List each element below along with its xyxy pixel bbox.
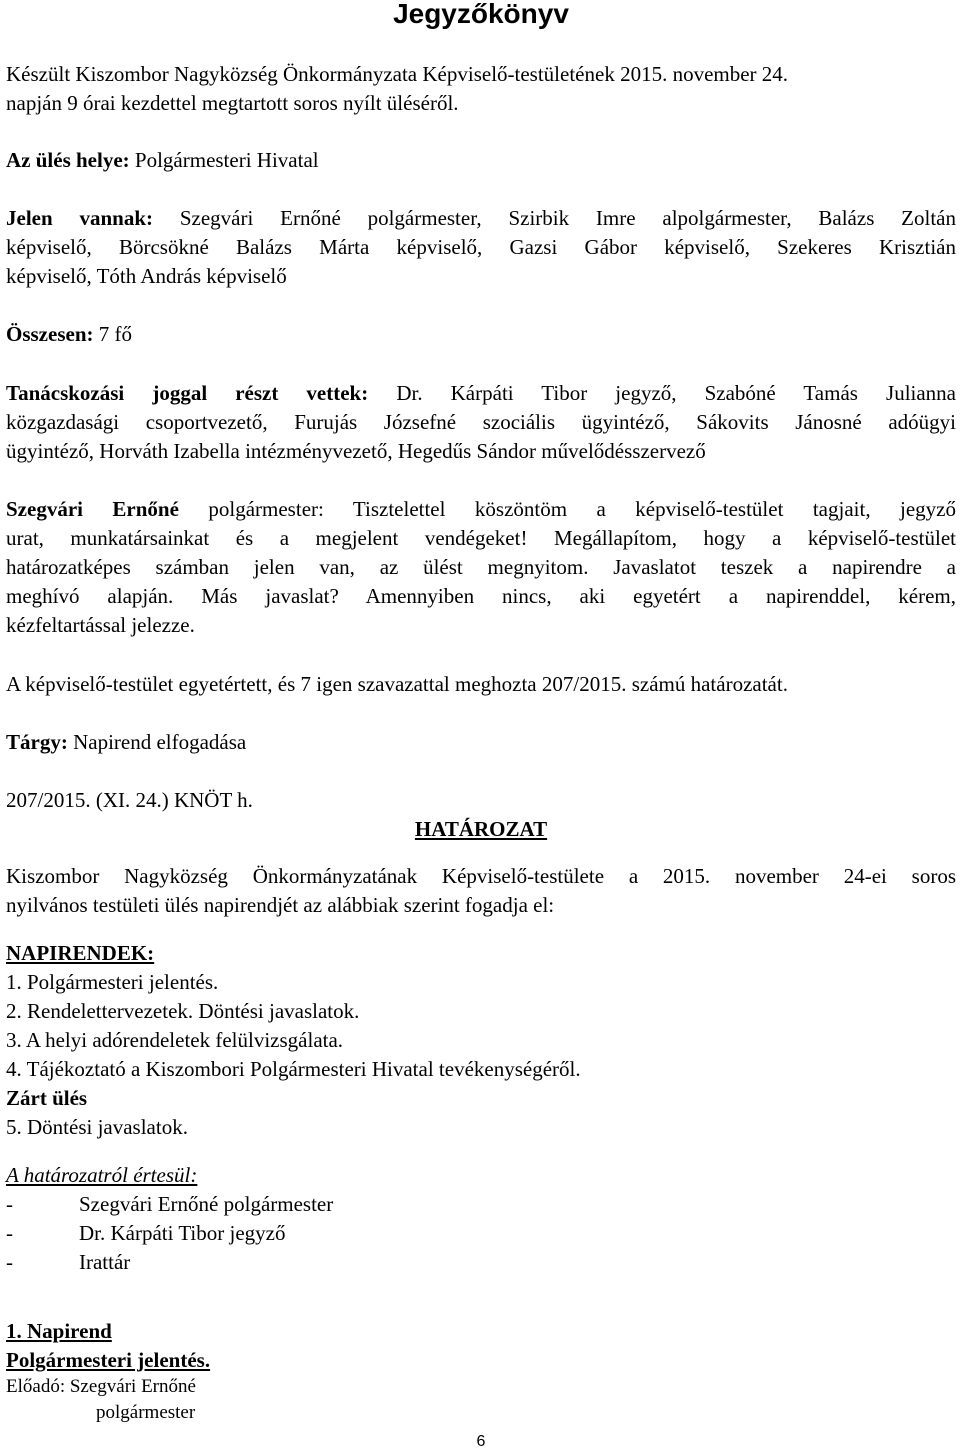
- speaker-name: Szegvári Ernőné: [6, 497, 179, 521]
- location-label: Az ülés helye:: [6, 148, 130, 172]
- speech-line-5: kézfeltartással jelezze.: [6, 613, 195, 637]
- notify-heading-text: A határozatról értesül:: [6, 1163, 198, 1187]
- advisory-line-3: ügyintéző, Horváth Izabella intézményvezető, Hegedűs Sándor művelődésszervező: [6, 439, 706, 463]
- subject: [6, 728, 246, 757]
- subject-label: Tárgy:: [6, 730, 68, 754]
- notify-recipient-2: [6, 1219, 285, 1248]
- page-number: 6: [476, 1433, 486, 1450]
- intro-line-2: napján 9 órai kezdettel megtartott soros nyílt üléséről.: [6, 91, 459, 115]
- recipient-name: Dr. Kárpáti Tibor jegyző: [79, 1221, 286, 1245]
- speech-line-2: urat, munkatársainkat és a megjelent vendégeket! Megállapítom, hogy a képviselő-testület: [6, 526, 956, 550]
- resolution-heading: [6, 815, 956, 844]
- intro-line-1: Készült Kiszombor Nagyközség Önkormányzata Képviselő-testületének 2015. november 24.: [6, 62, 789, 86]
- agenda-item-1: 1. Polgármesteri jelentés.: [6, 970, 219, 994]
- advisory-line-2: közgazdasági csoportvezető, Furujás Józsefné szociális ügyintéző, Sákovits Jánosné adóügyi: [6, 410, 956, 434]
- agenda-item-3: 3. A helyi adórendeletek felülvizsgálata.: [6, 1028, 344, 1052]
- speech-line-3: határozatképes számban jelen van, az ülést megnyitom. Javaslatot teszek a napirendre a: [6, 555, 956, 579]
- recipient-name: Szegvári Ernőné polgármester: [79, 1192, 334, 1216]
- recipient-name: Irattár: [79, 1250, 131, 1274]
- agenda-heading: [6, 939, 154, 968]
- advisory-line-1: [6, 379, 956, 408]
- speech-text-1: polgármester: Tisztelettel köszöntöm a képviselő-testület tagjait, jegyző: [178, 497, 957, 521]
- notify-heading: [6, 1161, 197, 1190]
- list-dash: -: [6, 1192, 13, 1216]
- speech-line-1: [6, 495, 956, 524]
- notify-recipient-3: [6, 1248, 130, 1277]
- notify-recipient-1: [6, 1190, 333, 1219]
- present-line-2: képviselő, Börcsökné Balázs Márta képviselő, Gazsi Gábor képviselő, Szekeres Krisztián: [6, 235, 956, 259]
- location-value: Polgármesteri Hivatal: [129, 148, 319, 172]
- attendance-total: [6, 320, 132, 349]
- item1-title: [6, 1346, 210, 1375]
- present-label: Jelen vannak:: [6, 206, 154, 230]
- resolution-heading-text: HATÁROZAT: [414, 817, 548, 841]
- item1-number-text: 1. Napirend: [6, 1319, 112, 1343]
- closed-session-heading-text: Zárt ülés: [6, 1086, 88, 1110]
- item1-title-text: Polgármesteri jelentés.: [6, 1348, 211, 1372]
- agenda-item-5: 5. Döntési javaslatok.: [6, 1115, 188, 1139]
- present-text-1: Szegvári Ernőné polgármester, Szirbik Imre alpolgármester, Balázs Zoltán: [153, 206, 957, 230]
- item1-presenter: Előadó: Szegvári Ernőné: [6, 1376, 196, 1397]
- list-dash: -: [6, 1221, 13, 1245]
- closed-session-heading: [6, 1084, 87, 1113]
- agenda-item-4: 4. Tájékoztató a Kiszombori Polgármesteri Hivatal tevékenységéről.: [6, 1057, 581, 1081]
- advisory-label: Tanácskozási joggal részt vettek:: [6, 381, 369, 405]
- subject-value: Napirend elfogadása: [67, 730, 247, 754]
- list-dash: -: [6, 1250, 13, 1274]
- item1-number: [6, 1317, 112, 1346]
- document-title: Jegyzőkönyv: [393, 0, 569, 29]
- item1-presenter-role: polgármester: [96, 1402, 196, 1423]
- agenda-item-2: 2. Rendelettervezetek. Döntési javaslatok.: [6, 999, 360, 1023]
- vote-result: A képviselő-testület egyetértett, és 7 igen szavazattal meghozta 207/2015. számú határozatát.: [6, 672, 788, 696]
- present-line-1: [6, 204, 956, 233]
- document-page: [6, 0, 956, 1456]
- resolution-text-line-2: nyilvános testületi ülés napirendjét az alábbiak szerint fogadja el:: [6, 893, 555, 917]
- resolution-number: 207/2015. (XI. 24.) KNÖT h.: [6, 788, 253, 812]
- total-value: 7 fő: [93, 322, 132, 346]
- resolution-text-line-1: Kiszombor Nagyközség Önkormányzatának Képviselő-testülete a 2015. november 24-ei soros: [6, 864, 956, 888]
- advisory-text-1: Dr. Kárpáti Tibor jegyző, Szabóné Tamás Julianna: [368, 381, 957, 405]
- speech-line-4: meghívó alapján. Más javaslat? Amennyiben nincs, aki egyetért a napirenddel, kérem,: [6, 584, 956, 608]
- present-line-3: képviselő, Tóth András képviselő: [6, 264, 287, 288]
- total-label: Összesen:: [6, 322, 94, 346]
- agenda-heading-text: NAPIRENDEK:: [6, 941, 155, 965]
- meeting-location: [6, 146, 319, 175]
